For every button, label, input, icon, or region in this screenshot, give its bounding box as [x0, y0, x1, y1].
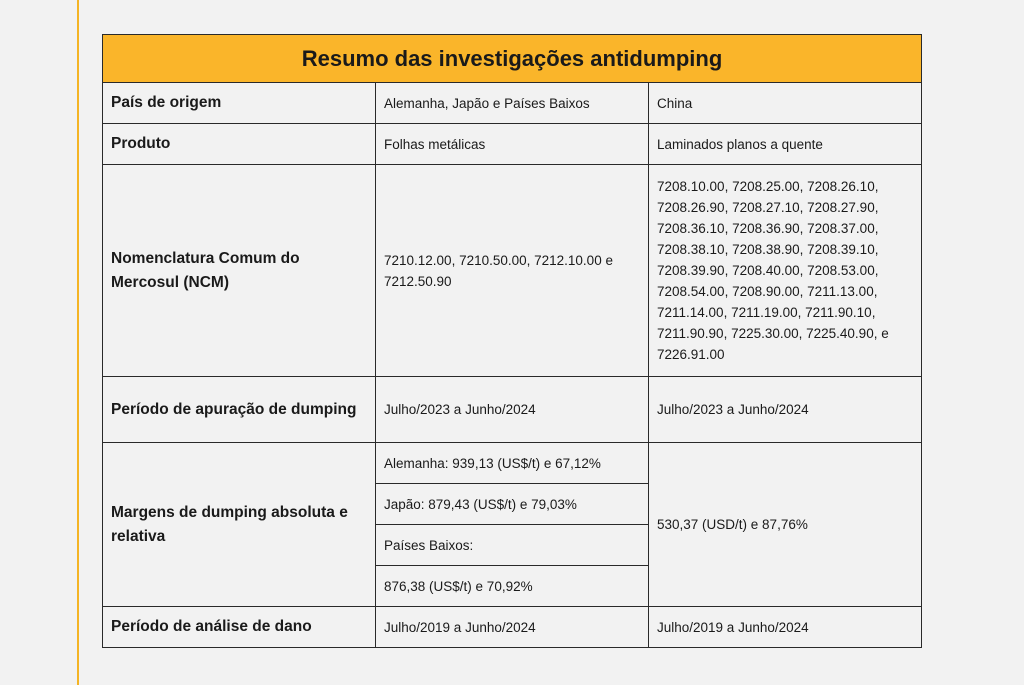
table-row: [103, 377, 922, 443]
table-row: [103, 443, 922, 484]
cell-produto-col2: Laminados planos a quente: [649, 124, 922, 165]
cell-periodo-dano-col1: Julho/2019 a Junho/2024: [376, 607, 649, 648]
row-label-periodo-dano: Período de análise de dano: [103, 607, 376, 648]
cell-periodo-dano-col2: Julho/2019 a Junho/2024: [649, 607, 922, 648]
table-row: [103, 607, 922, 648]
cell-periodo-dumping-col1: Julho/2023 a Junho/2024: [376, 377, 649, 443]
cell-pais-col1: Alemanha, Japão e Países Baixos: [376, 83, 649, 124]
row-label-ncm: Nomenclatura Comum do Mercosul (NCM): [103, 165, 376, 377]
cell-margem-paises-baixos-value: 876,38 (US$/t) e 70,92%: [376, 566, 649, 607]
cell-pais-col2: China: [649, 83, 922, 124]
cell-margem-paises-baixos-label: Países Baixos:: [376, 525, 649, 566]
side-accent-line: [77, 0, 79, 685]
cell-ncm-col1: 7210.12.00, 7210.50.00, 7212.10.00 e 7212.50.90: [376, 165, 649, 377]
antidumping-summary-table: [102, 34, 922, 648]
cell-margem-china: 530,37 (USD/t) e 87,76%: [649, 443, 922, 607]
row-label-produto: Produto: [103, 124, 376, 165]
cell-margem-japao: Japão: 879,43 (US$/t) e 79,03%: [376, 484, 649, 525]
row-label-periodo-dumping: Período de apuração de dumping: [103, 377, 376, 443]
table-row: [103, 83, 922, 124]
row-label-margens: Margens de dumping absoluta e relativa: [103, 443, 376, 607]
table-row: [103, 124, 922, 165]
table-row: [103, 165, 922, 377]
table-title: Resumo das investigações antidumping: [103, 35, 922, 83]
cell-ncm-col2: 7208.10.00, 7208.25.00, 7208.26.10, 7208.26.90, 7208.27.10, 7208.27.90, 7208.36.10, 7208.36.90, 7208.37.00, 7208.38.10, 7208.38.90, 7208.39.10, 7208.39.90, 7208.40.00, 7208.53.00, 7208.54.00, 7208.90.00, 7211.13.00, 7211.14.00, 7211.19.00, 7211.90.10, 7211.90.90, 7225.30.00, 7225.40.90, e 7226.91.00: [649, 165, 922, 377]
row-label-pais: País de origem: [103, 83, 376, 124]
cell-margem-alemanha: Alemanha: 939,13 (US$/t) e 67,12%: [376, 443, 649, 484]
cell-periodo-dumping-col2: Julho/2023 a Junho/2024: [649, 377, 922, 443]
cell-produto-col1: Folhas metálicas: [376, 124, 649, 165]
